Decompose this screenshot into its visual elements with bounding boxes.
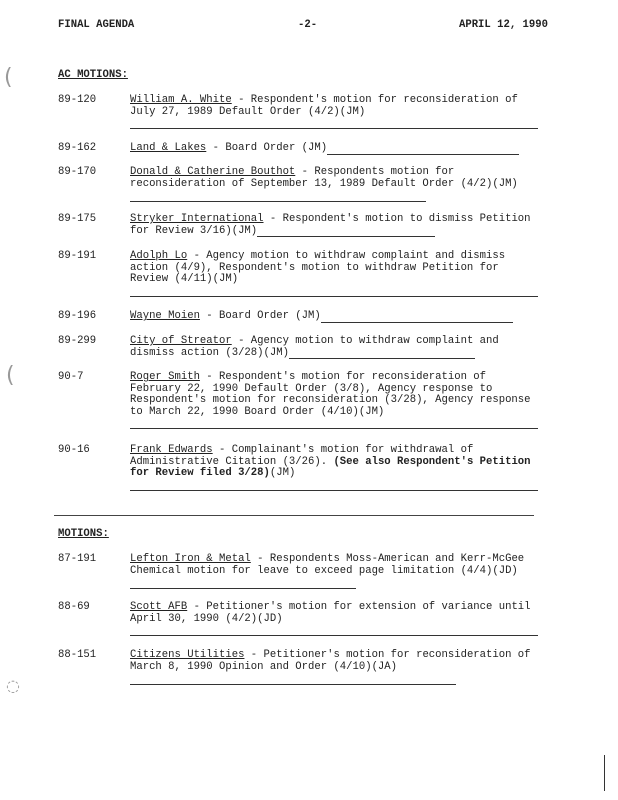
item-description [130, 214, 538, 237]
signature-line [130, 286, 538, 297]
signature-line [130, 625, 538, 636]
party-name: Donald & Catherine Bouthot [130, 166, 296, 178]
signature-line [289, 348, 475, 359]
item-description [130, 602, 538, 636]
item-description [130, 95, 538, 129]
docket-number: 89-175 [58, 213, 97, 225]
item-text: - Agency motion to withdraw complaint and dismiss action (3/28)(JM) [130, 335, 499, 359]
signature-line [321, 312, 513, 323]
item-description [130, 311, 538, 323]
party-name: William A. White [130, 94, 232, 106]
margin-mark: ( [4, 65, 13, 90]
party-name: Frank Edwards [130, 444, 213, 456]
item-bold-note: (See also Respondent's Petition for Review filed 3/28) [130, 455, 531, 480]
party-name: Roger Smith [130, 371, 200, 383]
item-description [130, 251, 538, 297]
docket-number: 89-170 [58, 166, 97, 178]
signature-line [130, 418, 538, 429]
item-text: - Petitioner's motion for reconsideration of March 8, 1990 Opinion and Order (4/10)(JA) [130, 649, 531, 673]
party-name: Scott AFB [130, 601, 188, 613]
item-text: - Respondents motion for reconsideration of September 13, 1989 Default Order (4/2)(JM) [130, 166, 518, 190]
docket-number: 89-196 [58, 310, 97, 322]
item-description [130, 167, 538, 202]
party-name: Adolph Lo [130, 250, 188, 262]
item-description [130, 143, 538, 155]
item-text: - Respondent's motion for reconsideration of February 22, 1990 Default Order (3/8), Agency response to Respondent's motion for reconsideration (3/28), Agency response to March 22, 1990 Board Order (4/10)(JM) [130, 371, 531, 418]
header-date: APRIL 12, 1990 [458, 19, 548, 31]
signature-line [130, 578, 356, 589]
item-text: - Petitioner's motion for extension of variance until April 30, 1990 (4/2)(JD) [130, 601, 531, 625]
docket-number: 90-7 [58, 371, 84, 383]
margin-mark: ( [6, 363, 15, 388]
header-title: FINAL AGENDA [58, 19, 135, 31]
signature-line [327, 144, 519, 155]
page-header [58, 20, 548, 34]
item-description [130, 336, 538, 359]
item-text: - Respondents Moss-American and Kerr-McGee Chemical motion for leave to exceed page limitation (4/4)(JD) [130, 553, 525, 577]
item-text: - Complainant's motion for withdrawal of Administrative Citation (3/26). [130, 444, 474, 468]
section-divider [54, 515, 534, 516]
party-name: Land & Lakes [130, 142, 207, 154]
party-name: Citizens Utilities [130, 649, 245, 661]
item-text: - Board Order (JM) [199, 310, 321, 322]
item-text: - Board Order (JM) [206, 142, 328, 154]
docket-number: 89-191 [58, 250, 97, 262]
motions-heading: MOTIONS: [58, 528, 109, 540]
signature-line [257, 226, 435, 237]
ac-motions-heading: AC MOTIONS: [58, 69, 128, 81]
item-text: - Respondent's motion to dismiss Petition for Review 3/16)(JM) [130, 213, 531, 237]
docket-number: 89-120 [58, 94, 97, 106]
signature-line [130, 674, 456, 685]
page-number: -2- [298, 19, 318, 31]
docket-number: 89-162 [58, 142, 97, 154]
party-name: City of Streator [130, 335, 232, 347]
signature-line [130, 118, 538, 129]
item-description [130, 445, 538, 491]
party-name: Wayne Moien [130, 310, 200, 322]
docket-number: 87-191 [58, 553, 97, 565]
punch-hole-mark: ◌ [6, 676, 20, 695]
item-description [130, 650, 538, 685]
docket-number: 88-151 [58, 649, 97, 661]
docket-number: 88-69 [58, 601, 90, 613]
edge-mark [604, 755, 605, 791]
docket-number: 90-16 [58, 444, 90, 456]
party-name: Stryker International [130, 213, 264, 225]
item-text: - Respondent's motion for reconsideration of July 27, 1989 Default Order (4/2)(JM) [130, 94, 518, 118]
item-description [130, 554, 538, 589]
item-text: - Agency motion to withdraw complaint and dismiss action (4/9), Respondent's motion to withdraw Petition for Review (4/11)(JM) [130, 250, 506, 286]
signature-line [130, 480, 538, 491]
docket-number: 89-299 [58, 335, 97, 347]
party-name: Lefton Iron & Metal [130, 553, 251, 565]
item-tail: (JM) [269, 467, 296, 480]
signature-line [130, 191, 426, 202]
item-description [130, 372, 538, 429]
